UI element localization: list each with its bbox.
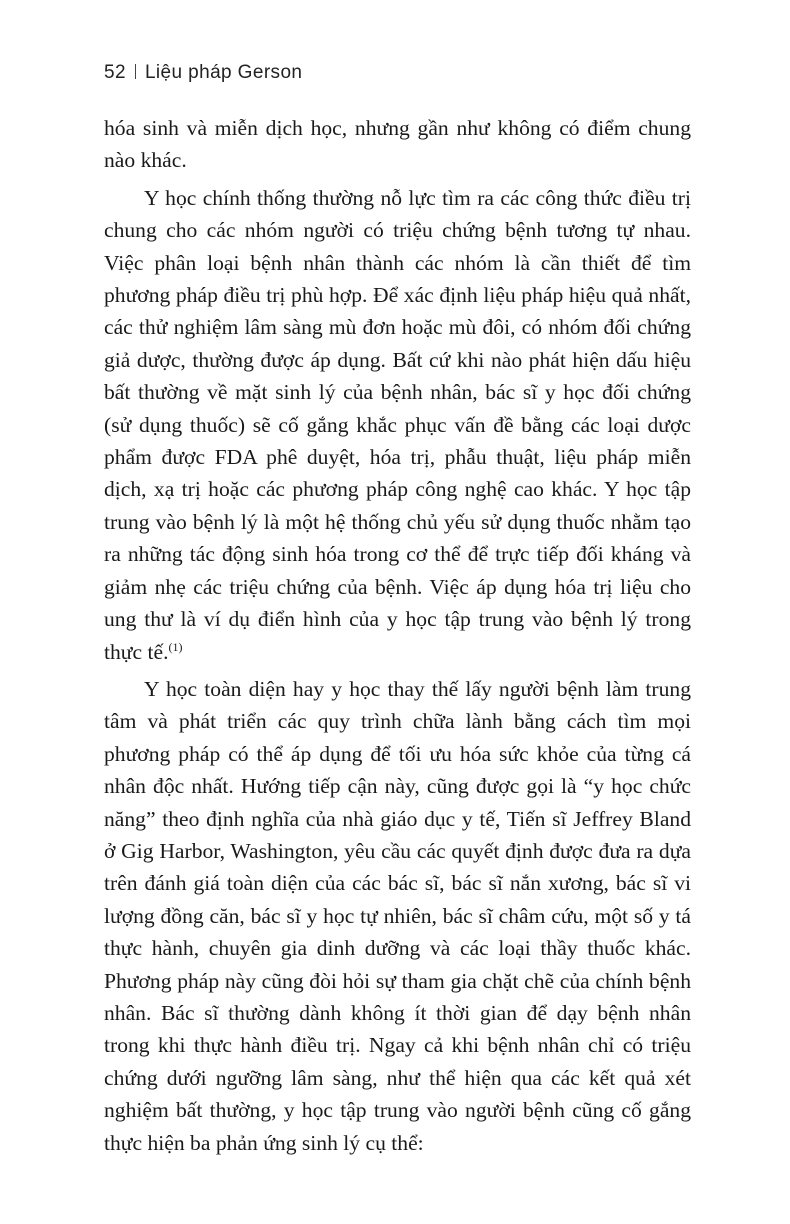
running-header [104,62,302,84]
header-separator [135,64,136,79]
book-title: Liệu pháp Gerson [144,62,303,83]
paragraph-holistic-medicine: Y học toàn diện hay y học thay thế lấy người bệnh làm trung tâm và phát triển các quy trình chữa lành bằng cách tìm mọi phương pháp có thể áp dụng để tối ưu hóa sức khỏe của từng cá nhân độc nhất. Hướng tiếp cận này, cũng được gọi là “y học chức năng” theo định nghĩa của nhà giáo dục y tế, Tiến sĩ Jeffrey Bland ở Gig Harbor, Washington, yêu cầu các quyết định được đưa ra dựa trên đánh giá toàn diện của các bác sĩ, bác sĩ nắn xương, bác sĩ vi lượng đồng căn, bác sĩ y học tự nhiên, bác sĩ châm cứu, một số y tá thực hành, chuyên gia dinh dưỡng và các loại thầy thuốc khác. Phương pháp này cũng đòi hỏi sự tham gia chặt chẽ của chính bệnh nhân. Bác sĩ thường dành không ít thời gian để dạy bệnh nhân trong khi thực hành điều trị. Ngay cả khi bệnh nhân chỉ có triệu chứng dưới ngưỡng lâm sàng, như thể hiện qua các kết quả xét nghiệm bất thường, y học tập trung vào người bệnh cũng cố gắng thực hiện ba phản ứng sinh lý cụ thể: [104,676,691,1155]
paragraph-continued: hóa sinh và miễn dịch học, nhưng gần như không có điểm chung nào khác. [104,116,691,173]
page-body [104,112,691,1159]
page-number: 52 [104,62,126,83]
paragraph-conventional-medicine [104,182,691,668]
paragraph-text: Y học chính thống thường nỗ lực tìm ra các công thức điều trị chung cho các nhóm người có triệu chứng bệnh tương tự nhau. Việc phân loại bệnh nhân thành các nhóm là cần thiết để tìm phương pháp điều trị phù hợp. Để xác định liệu pháp hiệu quả nhất, các thử nghiệm lâm sàng mù đơn hoặc mù đôi, có nhóm đối chứng giả dược, thường được áp dụng. Bất cứ khi nào phát hiện dấu hiệu bất thường về mặt sinh lý của bệnh nhân, bác sĩ y học đối chứng (sử dụng thuốc) sẽ cố gắng khắc phục vấn đề bằng các loại dược phẩm được FDA phê duyệt, hóa trị, phẫu thuật, liệu pháp miễn dịch, xạ trị hoặc các phương pháp công nghệ cao khác. Y học tập trung vào bệnh lý là một hệ thống chủ yếu sử dụng thuốc nhằm tạo ra những tác động sinh hóa trong cơ thể để trực tiếp đối kháng và giảm nhẹ các triệu chứng của bệnh. Việc áp dụng hóa trị liệu cho ung thư là ví dụ điển hình của y học tập trung vào bệnh lý trong thực tế. [104,185,691,664]
footnote-reference: (1) [168,639,183,654]
